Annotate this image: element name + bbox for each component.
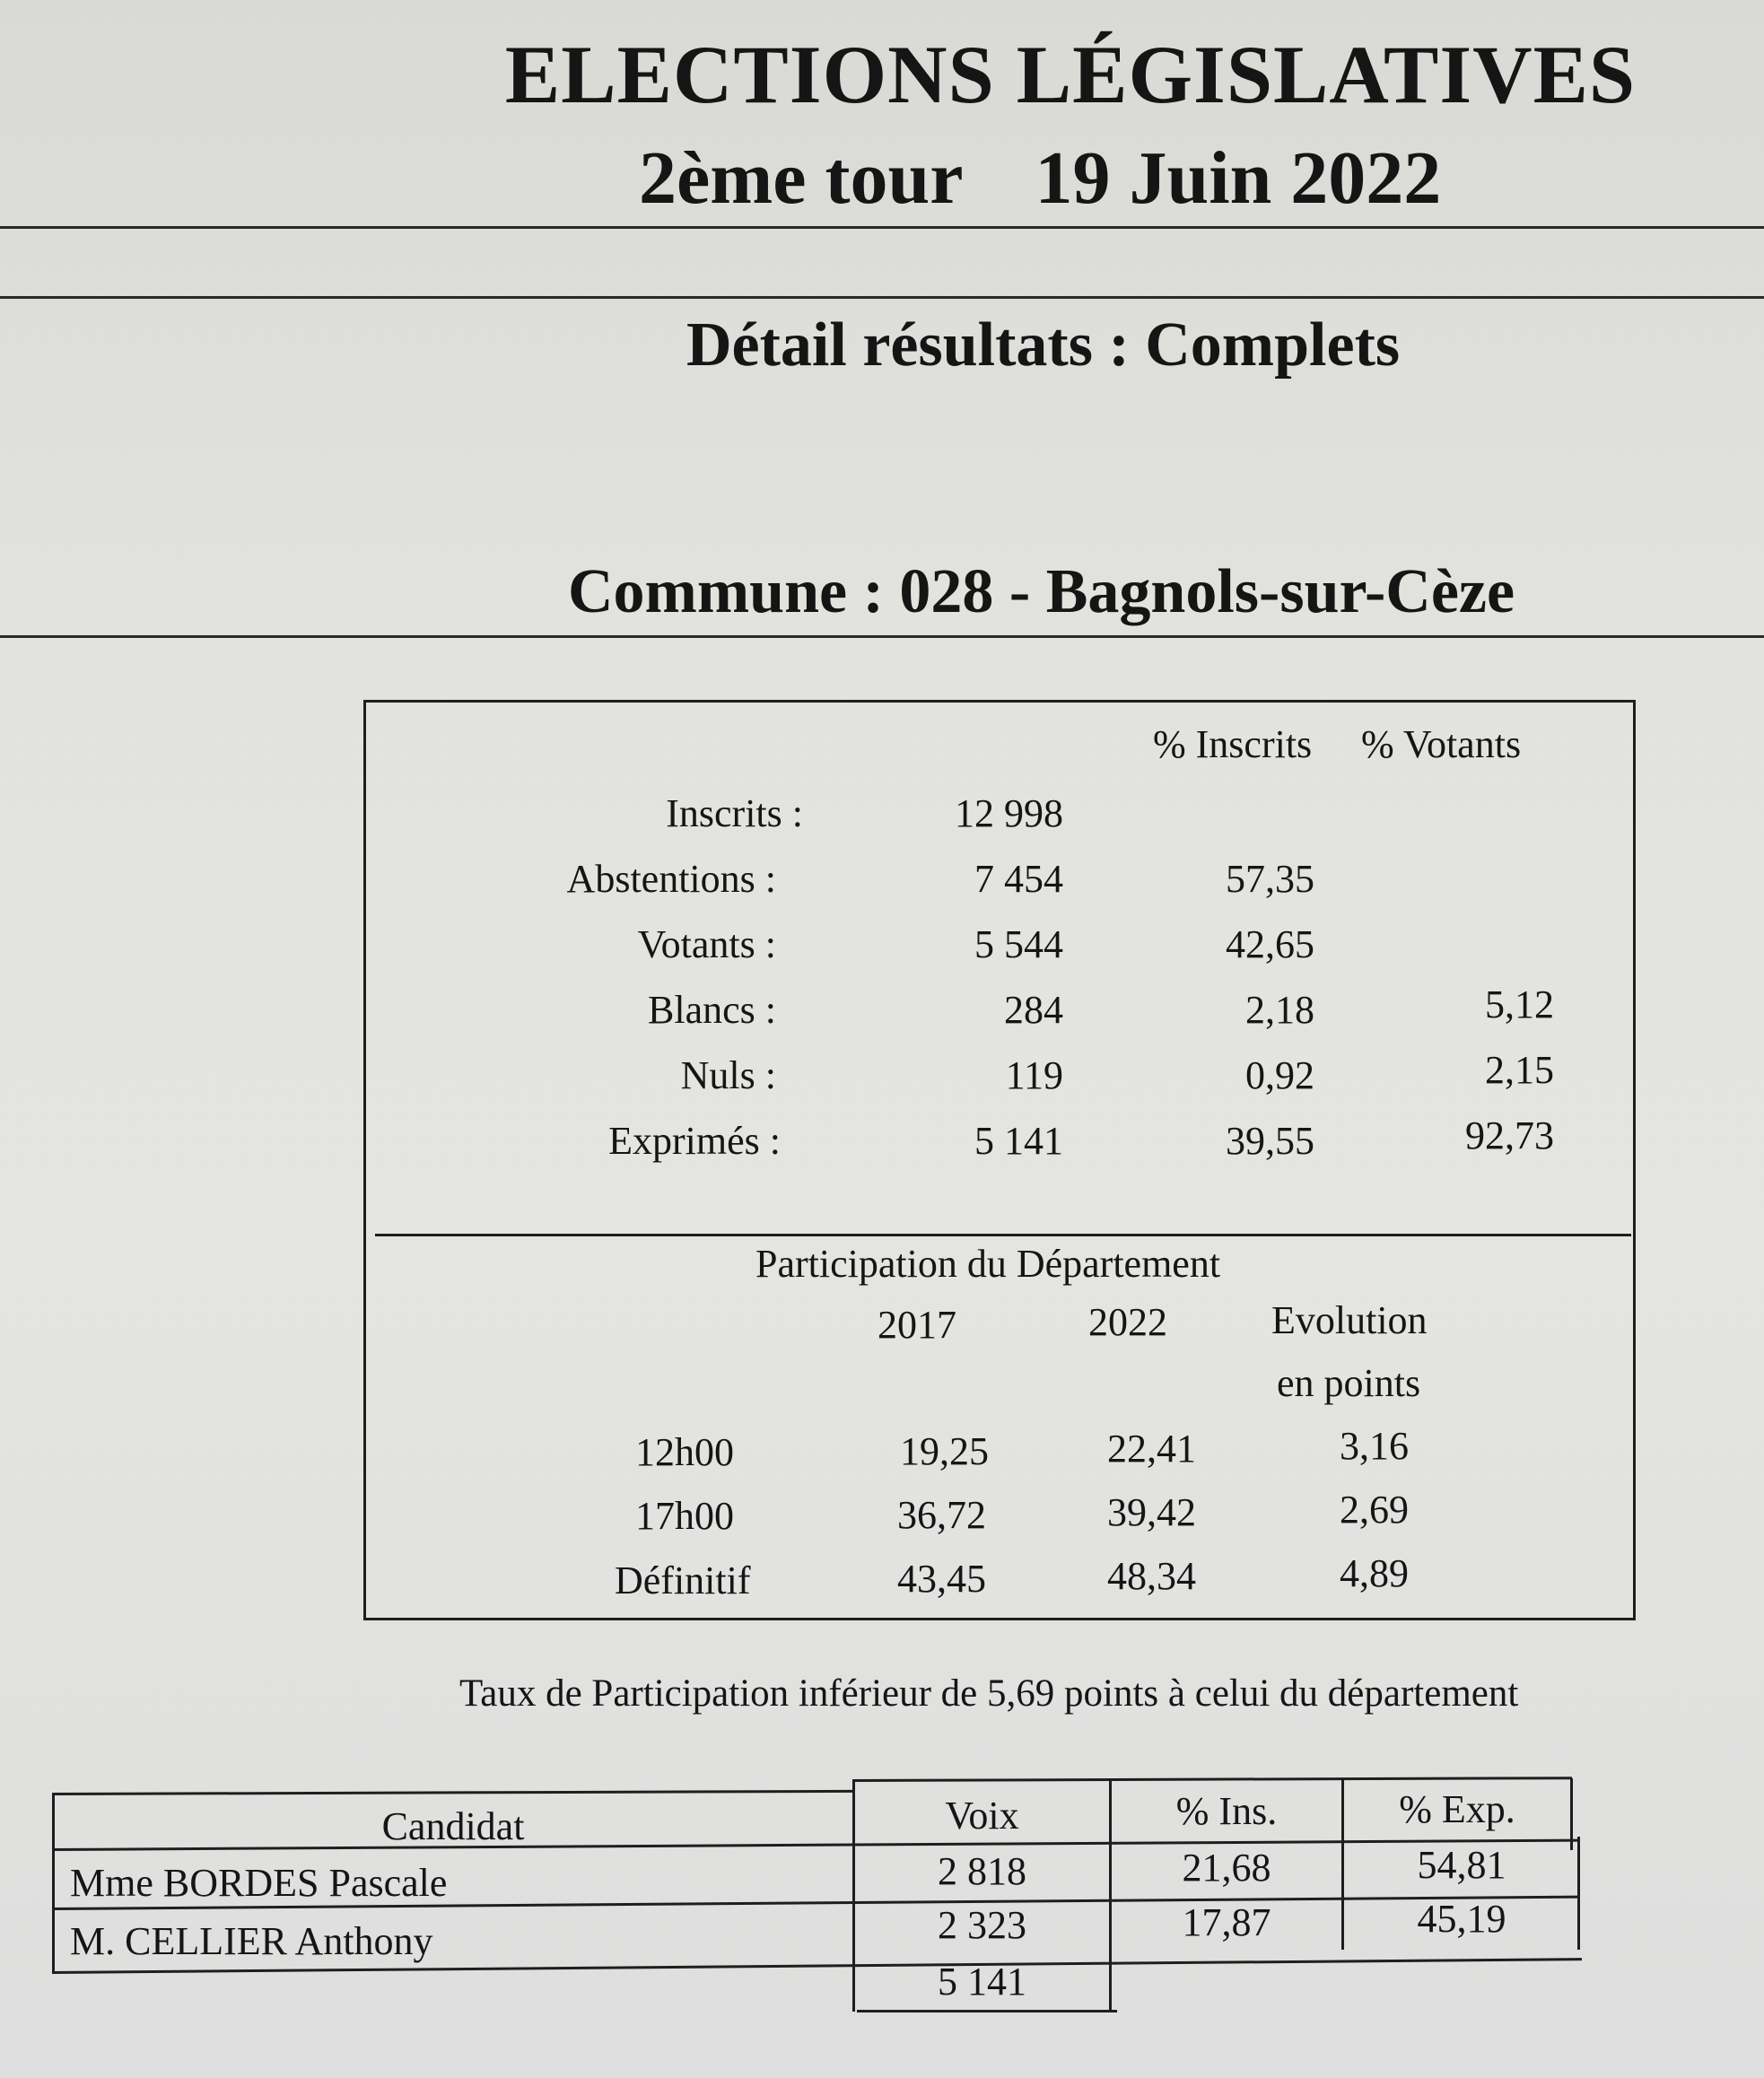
- results-subtitle: Détail résultats : Complets: [686, 310, 1401, 380]
- row-pct-votants-nuls: 2,15: [1485, 1048, 1554, 1092]
- candidate-name: M. CELLIER Anthony: [70, 1919, 433, 1963]
- participation-title: Participation du Département: [755, 1242, 1221, 1286]
- table-rule-top-right: [852, 1777, 1572, 1782]
- row-pct-votants-exprimes: 92,73: [1465, 1113, 1554, 1157]
- candidate-pct-exp: 45,19: [1417, 1897, 1506, 1941]
- row-value-exprimes: 5 141: [974, 1119, 1063, 1163]
- candidates-total-voix: 5 141: [938, 1960, 1026, 2004]
- participation-time-17h00: 17h00: [635, 1494, 734, 1538]
- row-pct-inscrits-votants: 42,65: [1226, 922, 1314, 966]
- header-rule-top: [0, 226, 1764, 229]
- election-date: 19 Juin 2022: [1035, 136, 1442, 220]
- commune-title: Commune : 028 - Bagnols-sur-Cèze: [568, 557, 1515, 626]
- participation-col-evolution-unit: en points: [1277, 1361, 1421, 1405]
- candidate-pct-ins: 21,68: [1182, 1846, 1271, 1890]
- th-pct-ins: % Ins.: [1175, 1789, 1278, 1833]
- header-pct-inscrits: % Inscrits: [1153, 722, 1313, 766]
- th-candidat: Candidat: [381, 1804, 525, 1848]
- table-col-exp-right-lower: [1577, 1837, 1580, 1950]
- candidate-name: Mme BORDES Pascale: [70, 1861, 448, 1905]
- round-label: 2ème tour: [639, 136, 964, 220]
- participation-evolution-12h00: 3,16: [1340, 1424, 1409, 1468]
- participation-2017-12h00: 19,25: [900, 1429, 989, 1473]
- participation-col-2017: 2017: [878, 1303, 956, 1347]
- table-rule-total: [857, 2010, 1117, 2013]
- candidate-voix: 2 323: [938, 1903, 1026, 1947]
- row-label-exprimes: Exprimés :: [608, 1119, 781, 1163]
- row-value-nuls: 119: [1005, 1053, 1063, 1097]
- participation-col-2022: 2022: [1088, 1300, 1167, 1344]
- candidate-voix: 2 818: [938, 1849, 1026, 1893]
- th-pct-exp: % Exp.: [1399, 1787, 1515, 1831]
- round-date-line: [639, 135, 1441, 222]
- row-value-inscrits: 12 998: [955, 791, 1063, 835]
- table-rule-top-left: [52, 1790, 852, 1795]
- row-pct-inscrits-exprimes: 39,55: [1226, 1119, 1314, 1163]
- row-label-nuls: Nuls :: [680, 1053, 776, 1097]
- row-value-blancs: 284: [1004, 988, 1063, 1032]
- header-pct-votants: % Votants: [1361, 722, 1522, 766]
- participation-col-evolution: Evolution: [1271, 1298, 1428, 1342]
- participation-2022-12h00: 22,41: [1107, 1427, 1196, 1471]
- row-pct-votants-blancs: 5,12: [1485, 982, 1554, 1026]
- participation-time-definitif: Définitif: [615, 1558, 751, 1602]
- participation-2022-definitif: 48,34: [1107, 1554, 1196, 1598]
- participation-2017-definitif: 43,45: [897, 1557, 986, 1601]
- candidate-pct-exp: 54,81: [1417, 1843, 1506, 1887]
- row-value-votants: 5 544: [974, 922, 1063, 966]
- table-col-exp-right: [1570, 1778, 1573, 1850]
- document-title: ELECTIONS LÉGISLATIVES: [504, 29, 1637, 120]
- participation-evolution-17h00: 2,69: [1340, 1488, 1409, 1532]
- row-label-inscrits: Inscrits :: [666, 791, 803, 835]
- th-voix: Voix: [945, 1794, 1019, 1838]
- participation-time-12h00: 12h00: [635, 1430, 734, 1474]
- commune-rule: [0, 635, 1764, 638]
- row-label-blancs: Blancs :: [648, 988, 776, 1032]
- participation-note: Taux de Participation inférieur de 5,69 points à celui du département: [459, 1672, 1519, 1715]
- row-pct-inscrits-abstentions: 57,35: [1226, 857, 1314, 901]
- row-label-votants: Votants :: [637, 922, 776, 966]
- row-pct-inscrits-blancs: 2,18: [1245, 988, 1314, 1032]
- row-pct-inscrits-nuls: 0,92: [1245, 1053, 1314, 1097]
- participation-evolution-definitif: 4,89: [1340, 1551, 1409, 1595]
- row-label-abstentions: Abstentions :: [566, 857, 776, 901]
- header-rule-bottom: [0, 296, 1764, 299]
- results-divider: [375, 1234, 1631, 1236]
- row-value-abstentions: 7 454: [974, 857, 1063, 901]
- participation-2022-17h00: 39,42: [1107, 1490, 1196, 1534]
- participation-2017-17h00: 36,72: [897, 1493, 986, 1537]
- candidate-pct-ins: 17,87: [1182, 1900, 1271, 1944]
